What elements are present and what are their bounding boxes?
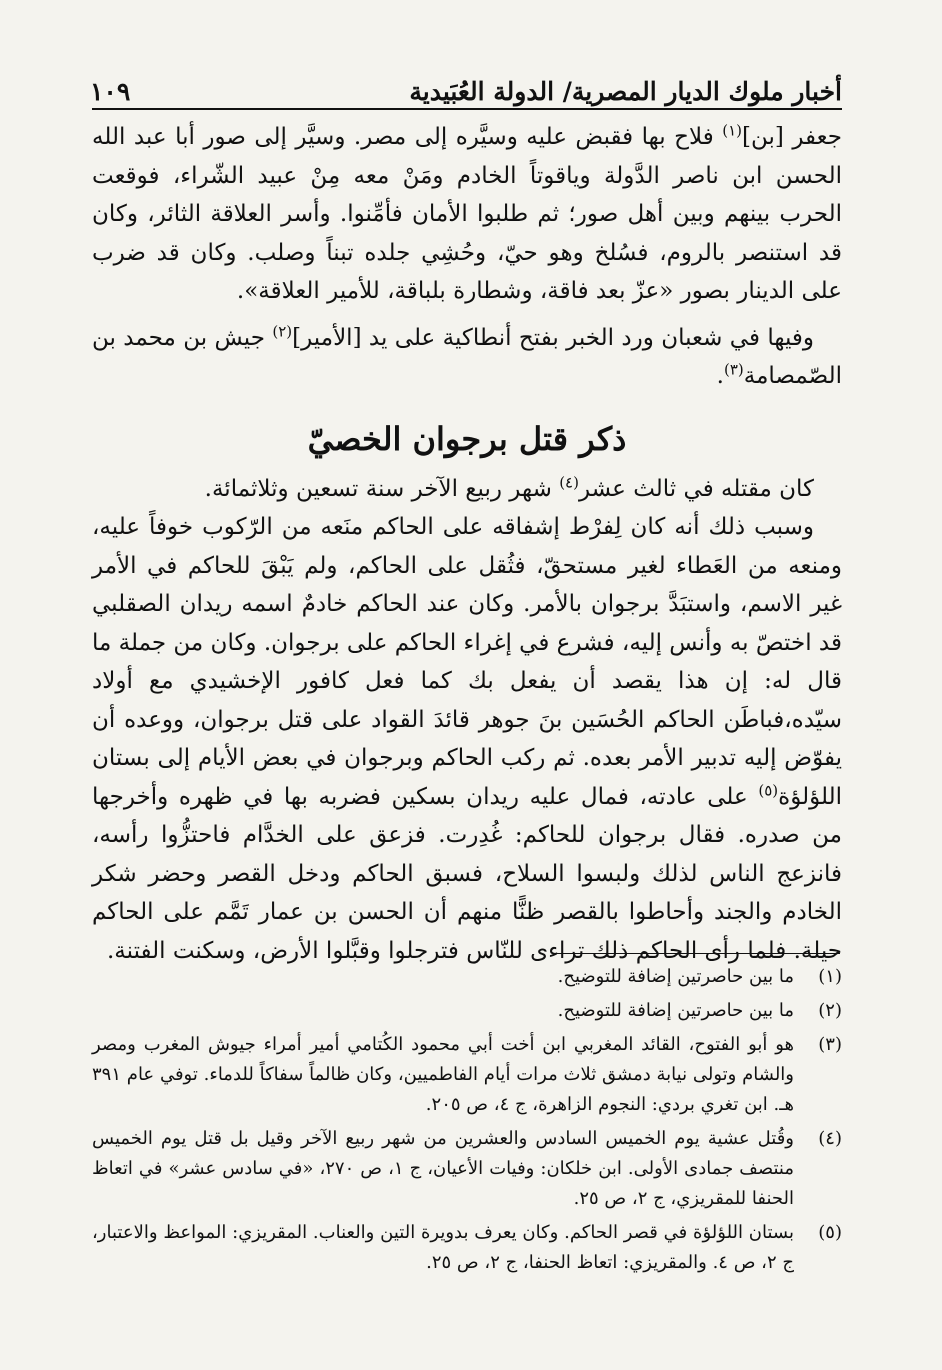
header-rule [92, 108, 842, 110]
text-run: كان مقتله في ثالث عشر [578, 475, 814, 502]
paragraph-1 [92, 118, 842, 311]
footnote-text: ما بين حاصرتين إضافة للتوضيح. [557, 1000, 794, 1021]
text-run: فلاح بها فقبض عليه وسيَّره إلى مصر. وسيَّر إلى صور أبا عبد الله الحسن ابن ناصر الدَّولة وياقوتاً الخادم ومَنْ معه مِنْ عبيد الشّراء، فوقعت الحرب بينهم وبين أهل صور؛ ثم طلبوا الأمان فأمِّنوا. وأسر العلاقة الثائر، وكان قد استنصر بالروم، فسُلخ وهو حيّ، وحُشِي جلده تبناً وصلب. وكان قد ضرب على الدينار بصور «عزّ بعد فاقة، وشطارة بلباقة، للأمير العلاقة». [92, 124, 842, 304]
footnote-text: ما بين حاصرتين إضافة للتوضيح. [557, 966, 794, 987]
footnotes [92, 962, 842, 1282]
footnote-number: (٥) [818, 1222, 842, 1243]
page-header [90, 62, 842, 106]
running-title: أخبار ملوك الديار المصرية/ الدولة العُبَيدية [409, 77, 842, 106]
footnote-4 [92, 1124, 842, 1214]
footnote-text: وقُتل عشية يوم الخميس السادس والعشرين من شهر ربيع الآخر وقيل بل قتل يوم الخميس منتصف جمادى الأولى. ابن خلكان: وفيات الأعيان، ج ١، ص ٢٧٠، «في سادس عشر» في اتعاظ الحنفا للمقريزي، ج ٢، ص ٢٥. [92, 1128, 795, 1209]
footnote-ref-1: (١) [722, 121, 742, 140]
paragraph-3 [92, 470, 842, 509]
footnote-number: (٤) [818, 1128, 842, 1149]
text-run: شهر ربيع الآخر سنة تسعين وثلاثمائة. [204, 475, 560, 502]
footnote-number: (٢) [818, 1000, 842, 1021]
footnote-separator [555, 953, 840, 954]
page-number: ١٠٩ [90, 77, 131, 106]
footnote-ref-2: (٢) [272, 321, 293, 340]
footnote-number: (١) [818, 966, 842, 987]
main-text [92, 118, 842, 970]
section-heading: ذكر قتل برجوان الخصيّ [307, 419, 627, 458]
footnote-5 [92, 1218, 842, 1278]
text-run: . [716, 363, 724, 389]
text-run: جيش بن محمد بن الصّمصامة [92, 324, 842, 389]
text-run: جعفر [بن] [742, 124, 842, 150]
footnote-text: بستان اللؤلؤة في قصر الحاكم. وكان يعرف بدويرة التين والعناب. المقريزي: المواعظ والاعتبار، ج ٢، ص ٤. والمقريزي: اتعاظ الحنفا، ج ٢، ص ٢٥. [92, 1222, 794, 1273]
footnote-2 [92, 996, 842, 1026]
text-run: على عادته، فمال عليه ريدان بسكين فضربه بها في ظهره وأخرجها من صدره. فقال برجوان للحاكم: غُدِرت. فزعق على الخدَّام فاحتزُّوا رأسه، فانزعج الناس لذلك ولبسوا السلاح، فسبق الحاكم ودخل القصر وحضر شكر الخادم والجند وأحاطوا بالقصر ظنًّا منهم أن الحسن بن عمار تَمَّم على الحاكم حيلة. فلما رأى الحاكم ذلك تراءى للنّاس فترجلوا وقبَّلوا الأرض، وسكنت الفتنة. [92, 783, 842, 964]
footnote-text: هو أبو الفتوح، القائد المغربي ابن أخت أبي محمود الكُتامي أمير أمراء جيوش المغرب ومصر والشام وتولى نيابة دمشق ثلاث مرات أيام الفاطميين، وكان ظالماً سفاكاً للدماء. توفي عام ٣٩١ هـ. ابن تغري بردي: النجوم الزاهرة، ج ٤، ص ٢٠٥. [92, 1034, 794, 1115]
footnote-ref-4: (٤) [559, 472, 579, 491]
text-run: وفيها في شعبان ورد الخبر بفتح أنطاكية على يد [الأمير] [292, 324, 814, 351]
footnote-1 [92, 962, 842, 992]
footnote-ref-3: (٣) [723, 360, 744, 379]
paragraph-4 [92, 508, 842, 970]
text-run: وسبب ذلك أنه كان لِفرْط إشفاقه على الحاكم منَعه من الرّكوب خوفاً عليه، ومنعه من العَطاء لغير مستحقّ، فثُقل على الحاكم، ولم يَبْقَ للحاكم في الأمر غير الاسم، واستبَدَّ برجوان بالأمر. وكان عند الحاكم خادمٌ اسمه ريدان الصقلبي قد اختصّ به وأنس إليه، فشرع في إغراء الحاكم على برجوان. وكان من جملة ما قال له: إن هذا يقصد أن يفعل بك كما فعل كافور الإخشيدي مع أولاد سيّده،فباطَن الحاكم الحُسَين بنَ جوهر قائدَ القواد على قتل برجوان، ووعده أن يفوّض إليه تدبير الأمر بعده. ثم ركب الحاكم وبرجوان في بعض الأيام إلى بستان اللؤلؤة [92, 514, 842, 810]
paragraph-2 [92, 319, 842, 396]
footnote-3 [92, 1030, 842, 1120]
footnote-number: (٣) [818, 1034, 842, 1055]
footnote-ref-5: (٥) [758, 780, 779, 799]
